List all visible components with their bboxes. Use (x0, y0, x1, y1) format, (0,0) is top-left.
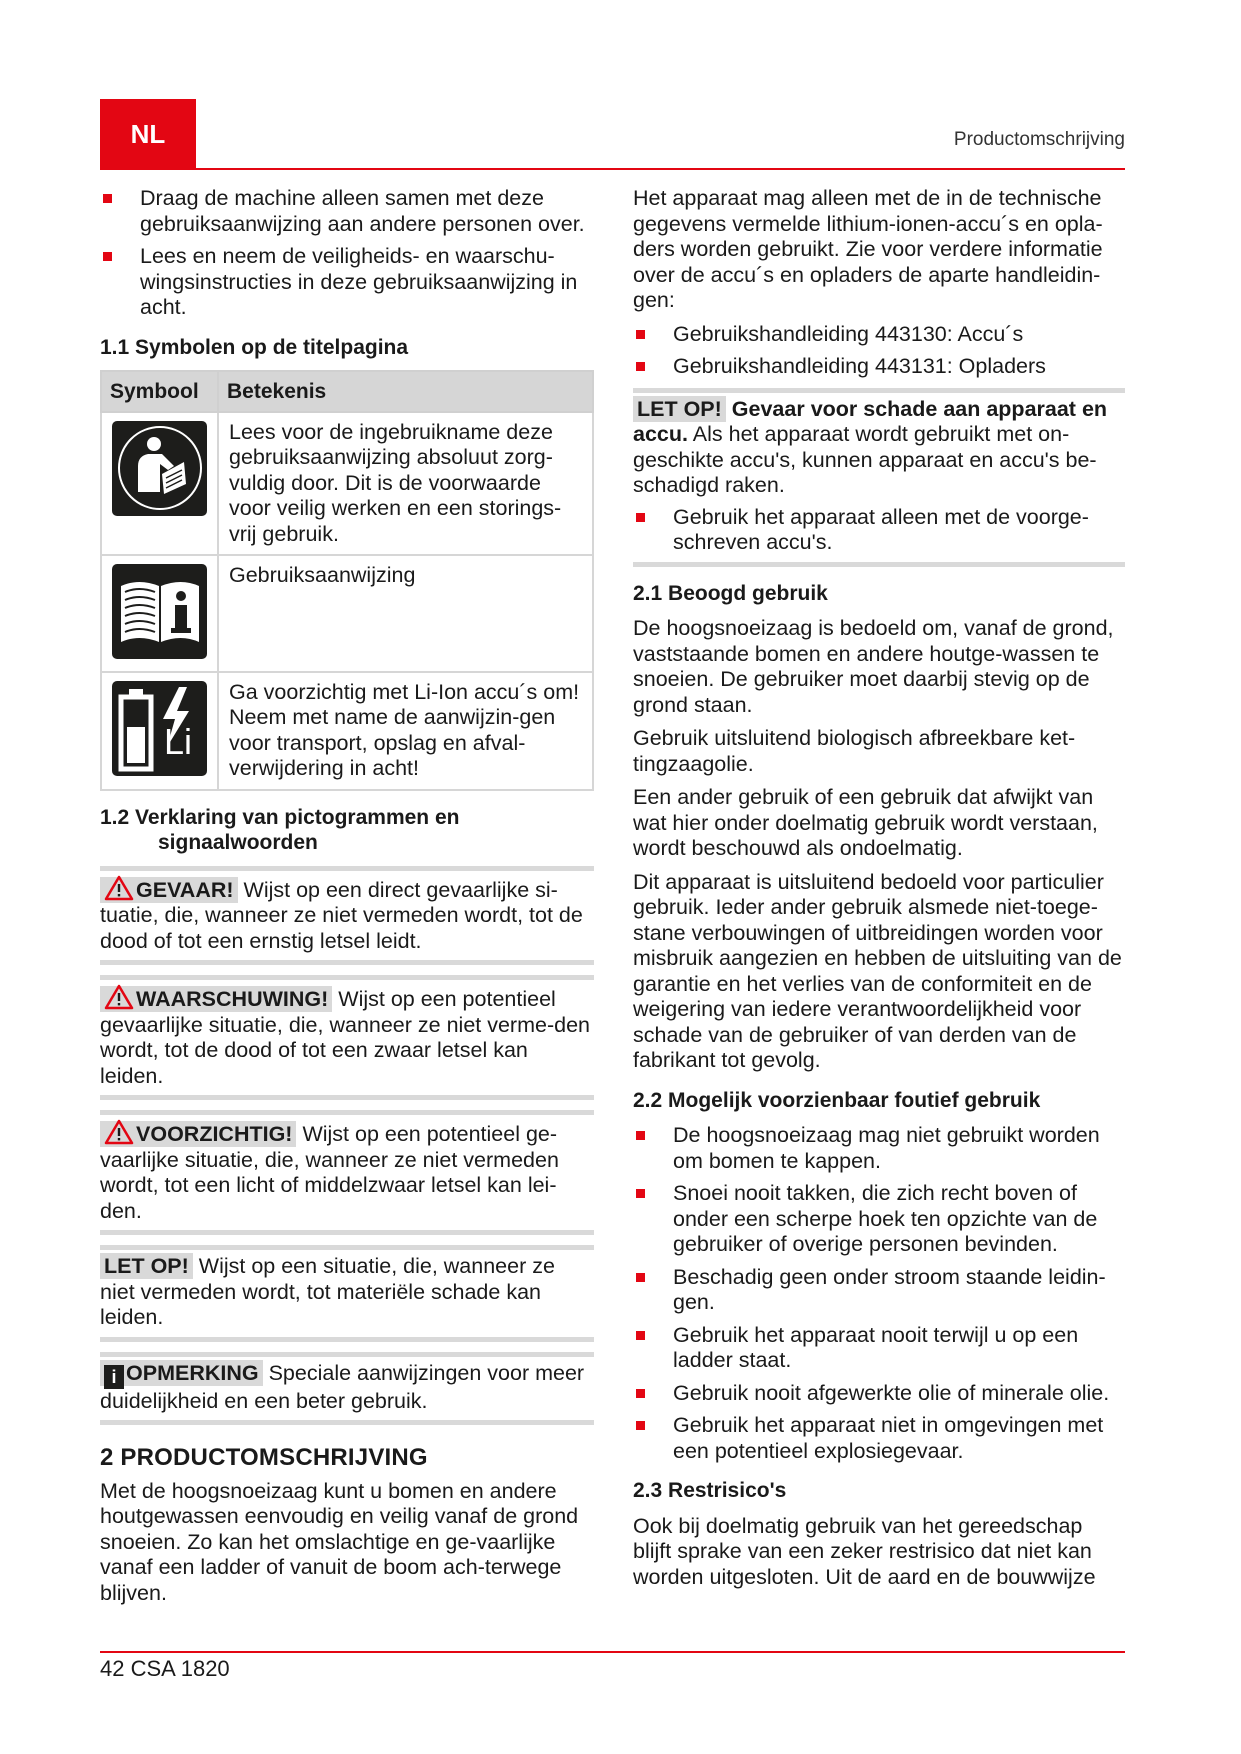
language-tab: NL (100, 99, 196, 169)
table-header-row (101, 371, 593, 412)
table-cell: Lees voor de ingebruikname deze gebruiksaanwijzing absoluut zorg-vuldig door. Dit is de voorwaarde voor veilig werken en een storings-vrij gebruik. (218, 412, 593, 555)
warning-triangle-icon (104, 984, 134, 1010)
notice-bold-text: Gevaar voor schade aan apparaat en accu. (633, 396, 1108, 446)
manual-bullet-list (633, 322, 1125, 380)
table-cell: Gebruiksaanwijzing (218, 555, 593, 672)
table-cell: Ga voorzichtig met Li-Ion accu´s om! Neem met name de aanwijzin-gen voor transport, opslag en afval-verwijdering in acht! (218, 672, 593, 790)
notice-remark (100, 1352, 594, 1426)
table-row (101, 672, 593, 790)
list-item: Beschadig geen onder stroom staande leidin-gen. (633, 1265, 1125, 1316)
symbols-table (100, 370, 594, 791)
list-item: Lees en neem de veiligheids- en waarschu-wingsinstructies in deze gebruiksaanwijzing in acht. (100, 244, 594, 321)
notice-text: Als het apparaat wordt gebruikt met on-geschikte accu's, kunnen apparaat en accu's be-schadigd raken. (633, 422, 1097, 497)
notice-caution (100, 1110, 594, 1235)
read-manual-icon (112, 421, 207, 516)
list-item: Gebruik het apparaat alleen met de voorge-schreven accu's. (633, 505, 1125, 556)
right-column (633, 186, 1125, 1598)
notice-text: Wijst op een direct gevaarlijke si-tuatie, die, wanneer ze niet vermeden wordt, tot de dood of tot een ernstig letsel leidt. (100, 877, 583, 953)
header-section-title: Productomschrijving (953, 129, 1125, 150)
manual-info-icon (112, 564, 207, 659)
paragraph: Het apparaat mag alleen met de in de technische gegevens vermelde lithium-ionen-accu´s en opla-ders worden gebruikt. Zie voor verdere informatie over de accu´s en opladers de aparte handleidin-gen: (633, 186, 1103, 312)
li-ion-battery-icon (112, 681, 207, 776)
section-heading-2: 2 PRODUCTOMSCHRIJVING (100, 1444, 428, 1471)
info-icon: i (104, 1365, 124, 1389)
signal-word: OPMERKING (126, 1360, 259, 1385)
list-item: Snoei nooit takken, die zich recht boven of onder een scherpe hoek ten opzichte van de gebruiker of overige personen bevinden. (633, 1181, 1125, 1258)
notice-warning (100, 975, 594, 1100)
section-heading-1-1: 1.1 Symbolen op de titelpagina (100, 335, 409, 359)
paragraph: Ook bij doelmatig gebruik van het gereedschap blijft sprake van een zeker restrisico dat niet kan worden uitgesloten. Uit de aard en de bouwwijze (633, 1513, 1096, 1589)
signal-word: GEVAAR! (136, 877, 234, 902)
paragraph: Een ander gebruik of een gebruik dat afwijkt van wat hier onder doelmatig gebruik wordt verstaan, wordt beschouwd als ondoelmatig. (633, 785, 1098, 860)
list-item: Gebruik nooit afgewerkte olie of minerale olie. (633, 1381, 1125, 1407)
notice-attention-battery (633, 388, 1125, 567)
table-header-symbol: Symbool (101, 371, 218, 412)
paragraph: Dit apparaat is uitsluitend bedoeld voor particulier gebruik. Ieder ander gebruik alsmede niet-toege-stane verbouwingen of uitbreidingen worden voor misbruik aangezien en hebben de uitsluiting van de garantie en het verlies van de conformiteit en de weigering van iedere verantwoordelijkheid voor schade van de gebruiker of van derden van de fabrikant tot gevolg. (633, 869, 1122, 1072)
signal-word: WAARSCHUWING! (136, 987, 329, 1011)
paragraph: De hoogsnoeizaag is bedoeld om, vanaf de grond, vaststaande bomen en andere houtge-wassen te snoeien. De gebruiker moet daarbij stevig op de grond staan. (633, 616, 1114, 717)
list-item: De hoogsnoeizaag mag niet gebruikt worden om bomen te kappen. (633, 1123, 1125, 1174)
intro-bullet-list (100, 186, 594, 321)
notice-bullet-list (633, 505, 1125, 556)
list-item: Draag de machine alleen samen met deze gebruiksaanwijzing aan andere personen over. (100, 186, 594, 237)
notice-danger (100, 866, 594, 966)
notice-text: Speciale aanwijzingen voor meer duidelijkheid en een beter gebruik. (100, 1360, 585, 1413)
notice-attention (100, 1245, 594, 1342)
section-heading-2-1: 2.1 Beoogd gebruik (633, 581, 828, 605)
signal-word: VOORZICHTIG! (136, 1122, 293, 1146)
misuse-bullet-list (633, 1123, 1125, 1464)
paragraph: Gebruik uitsluitend biologisch afbreekbare ket-tingzaagolie. (633, 726, 1076, 776)
footer-divider (100, 1651, 1125, 1653)
list-item: Gebruikshandleiding 443130: Accu´s (633, 322, 1125, 348)
notice-text: Wijst op een potentieel ge-vaarlijke situatie, die, wanneer ze niet vermeden wordt, tot een licht of middelzwaar letsel kan lei-den. (100, 1122, 559, 1223)
paragraph: Met de hoogsnoeizaag kunt u bomen en andere houtgewassen eenvoudig en veilig vanaf de grond snoeien. Zo kan het omslachtige en ge-vaarlijke vanaf een ladder of vanuit de boom ach-terwege blijven. (100, 1478, 579, 1605)
table-header-meaning: Betekenis (218, 371, 593, 412)
signal-word: LET OP! (633, 396, 726, 422)
section-heading-1-2: 1.2 Verklaring van pictogrammen en signaalwoorden (100, 805, 460, 854)
header-divider (100, 168, 1125, 170)
list-item: Gebruik het apparaat niet in omgevingen met een potentieel explosiegevaar. (633, 1413, 1125, 1464)
notice-text: Wijst op een potentieel gevaarlijke situatie, die, wanneer ze niet verme-den wordt, tot de dood of tot een zwaar letsel kan leiden. (100, 987, 590, 1088)
battery-icon-label: Li (164, 720, 193, 762)
list-item: Gebruikshandleiding 443131: Opladers (633, 354, 1125, 380)
section-heading-2-3: 2.3 Restrisico's (633, 1479, 787, 1502)
table-row (101, 555, 593, 672)
warning-triangle-icon (104, 1119, 134, 1145)
signal-word: LET OP! (100, 1253, 193, 1279)
section-heading-2-2: 2.2 Mogelijk voorzienbaar foutief gebruik (633, 1088, 1041, 1112)
list-item: Gebruik het apparaat nooit terwijl u op een ladder staat. (633, 1323, 1125, 1374)
notice-text: Wijst op een situatie, die, wanneer ze niet vermeden wordt, tot materiële schade kan leiden. (100, 1254, 555, 1329)
table-row (101, 412, 593, 555)
page-number: 42 CSA 1820 (100, 1656, 230, 1681)
warning-triangle-icon (104, 875, 134, 901)
left-column (100, 186, 594, 1614)
